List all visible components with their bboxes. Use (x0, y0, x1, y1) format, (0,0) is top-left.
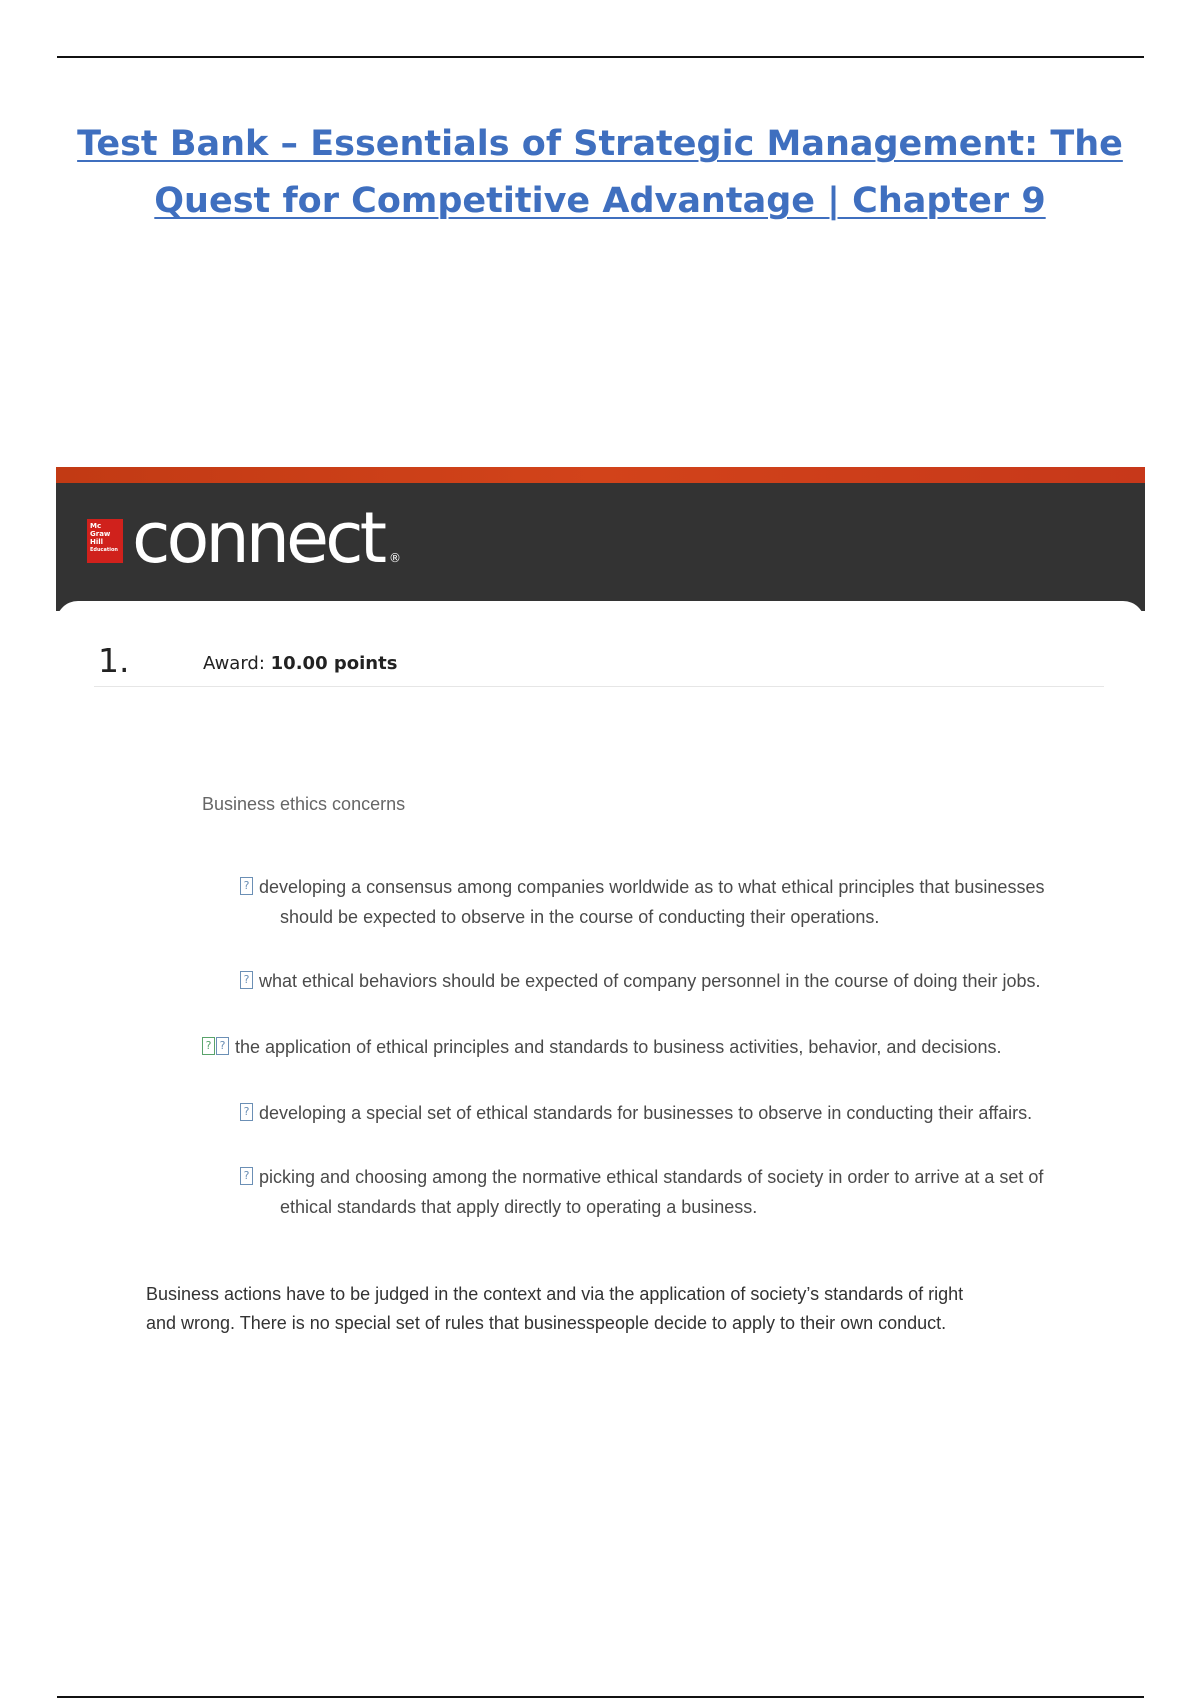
bottom-rule (57, 1696, 1144, 1698)
option-text: picking and choosing among the normative ethical standards of society in order to arrive at a set of (259, 1167, 1044, 1187)
logo-line: Graw (90, 530, 111, 538)
connect-brand (132, 493, 402, 583)
option-text-continued: ethical standards that apply directly to operating a business. (280, 1197, 758, 1217)
option-1[interactable] (240, 872, 1044, 932)
mcgraw-hill-logo (87, 519, 123, 563)
checkbox-icon[interactable]: ? (240, 877, 253, 895)
option-3[interactable] (202, 1032, 1001, 1062)
award (203, 653, 397, 674)
correct-mark-icon: ? (202, 1037, 215, 1055)
explanation-line-1: Business actions have to be judged in the context and via the application of society’s standards of right (146, 1284, 964, 1304)
option-text-continued: should be expected to observe in the course of conducting their operations. (280, 907, 880, 927)
award-value: 10.00 points (270, 653, 398, 674)
option-2[interactable] (240, 966, 1041, 996)
option-text: the application of ethical principles and standards to business activities, behavior, and decisions. (235, 1037, 1002, 1057)
question-number: 1. (98, 641, 130, 680)
connect-screenshot (56, 467, 1145, 1367)
checkbox-icon[interactable]: ? (240, 971, 253, 989)
logo-line: Mc (90, 522, 102, 530)
title-line-1: Test Bank – Essentials of Strategic Management: The (77, 124, 1123, 164)
document-title (40, 116, 1160, 230)
connect-header (56, 483, 1145, 611)
accent-bar (56, 467, 1145, 483)
title-line-2: Quest for Competitive Advantage | Chapter 9 (154, 181, 1046, 221)
explanation-line-2: and wrong. There is no special set of rules that businesspeople decide to apply to their own conduct. (146, 1313, 947, 1333)
logo-line: Hill (90, 538, 104, 546)
checkbox-icon[interactable]: ? (216, 1037, 229, 1055)
checkbox-icon[interactable]: ? (240, 1167, 253, 1185)
checkbox-icon[interactable]: ? (240, 1103, 253, 1121)
question-prompt: Business ethics concerns (202, 794, 406, 814)
top-rule (57, 56, 1144, 58)
question-card (56, 601, 1145, 1367)
option-text: developing a special set of ethical standards for businesses to observe in conducting their affairs. (259, 1103, 1033, 1123)
registered-mark: ® (389, 551, 402, 565)
logo-line: Education (90, 547, 118, 553)
option-4[interactable] (240, 1098, 1032, 1128)
option-text: what ethical behaviors should be expected of company personnel in the course of doing their jobs. (259, 971, 1041, 991)
question-divider (94, 686, 1104, 687)
award-label: Award: (203, 653, 265, 674)
option-text: developing a consensus among companies worldwide as to what ethical principles that businesses (259, 877, 1045, 897)
brand-text: connect (132, 497, 384, 579)
answer-explanation (146, 1280, 1046, 1338)
option-5[interactable] (240, 1162, 1043, 1222)
